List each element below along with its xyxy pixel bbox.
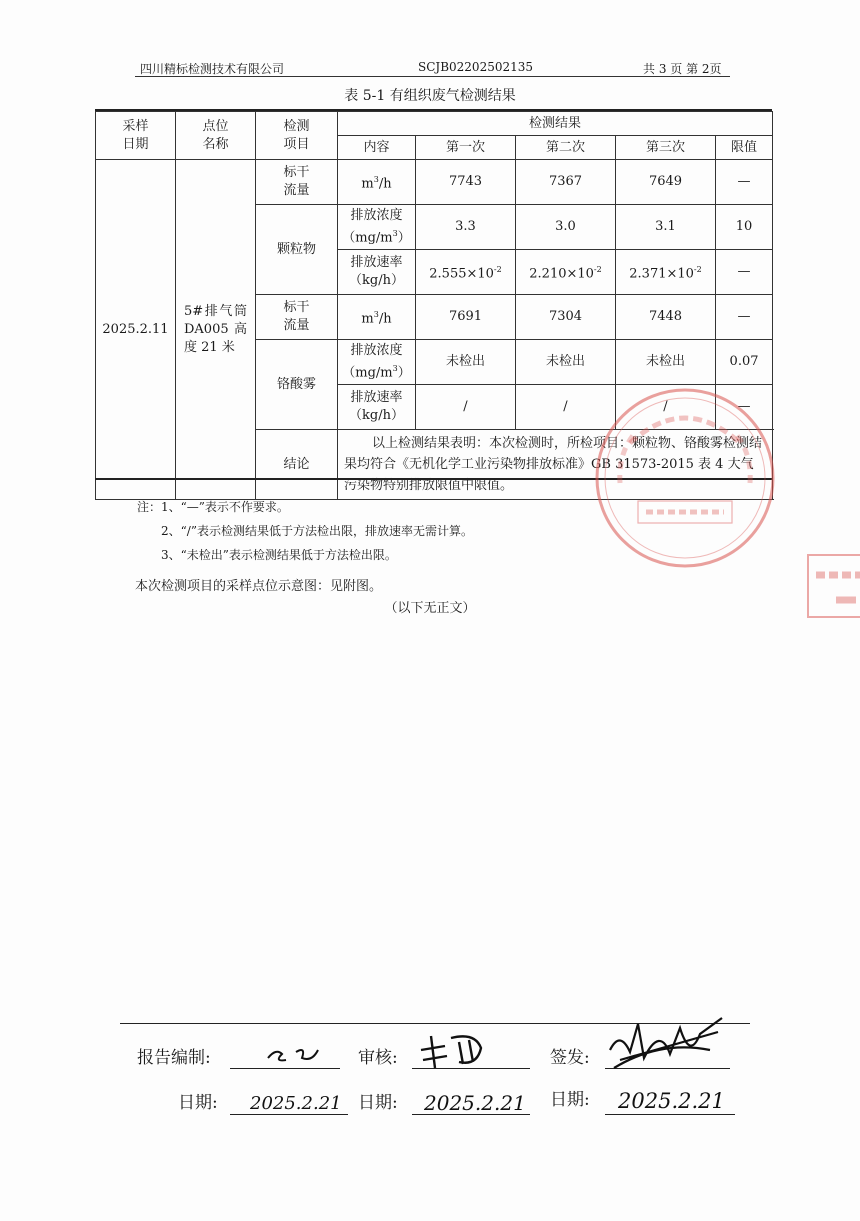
cell-limit: — [716, 385, 773, 430]
cell-value: $2.210\times 10^{-2}$ [516, 250, 616, 295]
attachment-note: 本次检测项目的采样点位示意图：见附图。 [135, 579, 383, 594]
notes [137, 495, 473, 567]
header-content: 内容 [338, 136, 416, 160]
header-first: 第一次 [416, 136, 516, 160]
header-limit: 限值 [716, 136, 773, 160]
page-info: 共 3 页 第 2页 [643, 62, 722, 76]
cell-limit: 10 [716, 205, 773, 250]
svg-text:2025.2.21: 2025.2.21 [250, 1093, 342, 1114]
issuer-signature [600, 1010, 730, 1085]
compiler-signature [262, 1040, 332, 1068]
cell-point: 5#排气筒DA005 高度 21 米 [176, 160, 256, 500]
cell-value: 未检出 [616, 340, 716, 385]
cell-value: / [416, 385, 516, 430]
cell-value: / [516, 385, 616, 430]
date-label-3: 日期: [550, 1090, 590, 1110]
end-note: （以下无正文） [384, 601, 476, 616]
cell-rate-label: 排放速率 （kg/h） [338, 385, 416, 430]
table-title: 表 5-1 有组织废气检测结果 [344, 88, 516, 104]
compiler-label: 报告编制: [137, 1048, 211, 1068]
reviewer-label: 审核: [358, 1048, 398, 1068]
company-name: 四川精标检测技术有限公司 [140, 62, 285, 76]
cell-value: 3.3 [416, 205, 516, 250]
svg-text:2025.2.21: 2025.2.21 [424, 1091, 526, 1115]
cell-limit: 0.07 [716, 340, 773, 385]
date-label-2: 日期: [358, 1093, 398, 1113]
header-results: 检测结果 [338, 112, 773, 136]
date-handwriting-1 [228, 1086, 353, 1116]
compiler-line [230, 1068, 340, 1069]
date-label-1: 日期: [178, 1093, 218, 1113]
svg-text:2025.2.21: 2025.2.21 [618, 1089, 725, 1113]
cell-conc-label: 排放浓度 $(mg/m^3)$ [338, 205, 416, 250]
cell-conclusion-text: 以上检测结果表明：本次检测时，所检项目：颗粒物、铬酸雾检测结果均符合《无机化学工业污染物排放标准》GB 31573-2015 表 4 大气污染物特别排放限值中限值。 [338, 430, 773, 500]
edge-seal-stamp [790, 545, 860, 625]
cell-date: 2025.2.11 [96, 160, 176, 500]
cell-value: 3.0 [516, 205, 616, 250]
cell-value: 7367 [516, 160, 616, 205]
cell-flow-unit: $m^3/h$ [338, 160, 416, 205]
note-item: 3、“未检出”表示检测结果低于方法检出限。 [161, 548, 397, 562]
header-point-name: 点位 名称 [176, 112, 256, 160]
report-number: SCJB02202502135 [418, 60, 534, 74]
cell-value: 未检出 [516, 340, 616, 385]
cell-value: / [616, 385, 716, 430]
header-test-item: 检测 项目 [256, 112, 338, 160]
cell-value: 7743 [416, 160, 516, 205]
issuer-label: 签发: [550, 1048, 590, 1068]
cell-conclusion-label: 结论 [256, 430, 338, 500]
cell-limit: — [716, 295, 773, 340]
note-item: 2、“/”表示检测结果低于方法检出限，排放速率无需计算。 [161, 524, 473, 538]
cell-value: $2.371\times 10^{-2}$ [616, 250, 716, 295]
inspection-stamp [590, 383, 780, 573]
cell-value: 未检出 [416, 340, 516, 385]
cell-limit: — [716, 250, 773, 295]
cell-value: 7448 [616, 295, 716, 340]
cell-conc-label: 排放浓度 $(mg/m^3)$ [338, 340, 416, 385]
cell-value: 7304 [516, 295, 616, 340]
reviewer-signature [415, 1028, 495, 1073]
header-rule [135, 76, 730, 77]
cell-flow-label: 标干 流量 [256, 295, 338, 340]
header-third: 第三次 [616, 136, 716, 160]
note-item: 注：1、“—”表示不作要求。 [137, 500, 289, 514]
cell-limit: — [716, 160, 773, 205]
cell-flow-unit: $m^3/h$ [338, 295, 416, 340]
date-handwriting-2 [410, 1084, 535, 1116]
cell-value: 7649 [616, 160, 716, 205]
header-second: 第二次 [516, 136, 616, 160]
cell-value: 3.1 [616, 205, 716, 250]
header-sampling-date: 采样 日期 [96, 112, 176, 160]
cell-value: 7691 [416, 295, 516, 340]
date-handwriting-3 [610, 1078, 745, 1116]
cell-value: $2.555\times 10^{-2}$ [416, 250, 516, 295]
cell-chromic: 铬酸雾 [256, 340, 338, 430]
cell-flow-label: 标干 流量 [256, 160, 338, 205]
cell-particulate: 颗粒物 [256, 205, 338, 295]
cell-rate-label: 排放速率 （kg/h） [338, 250, 416, 295]
